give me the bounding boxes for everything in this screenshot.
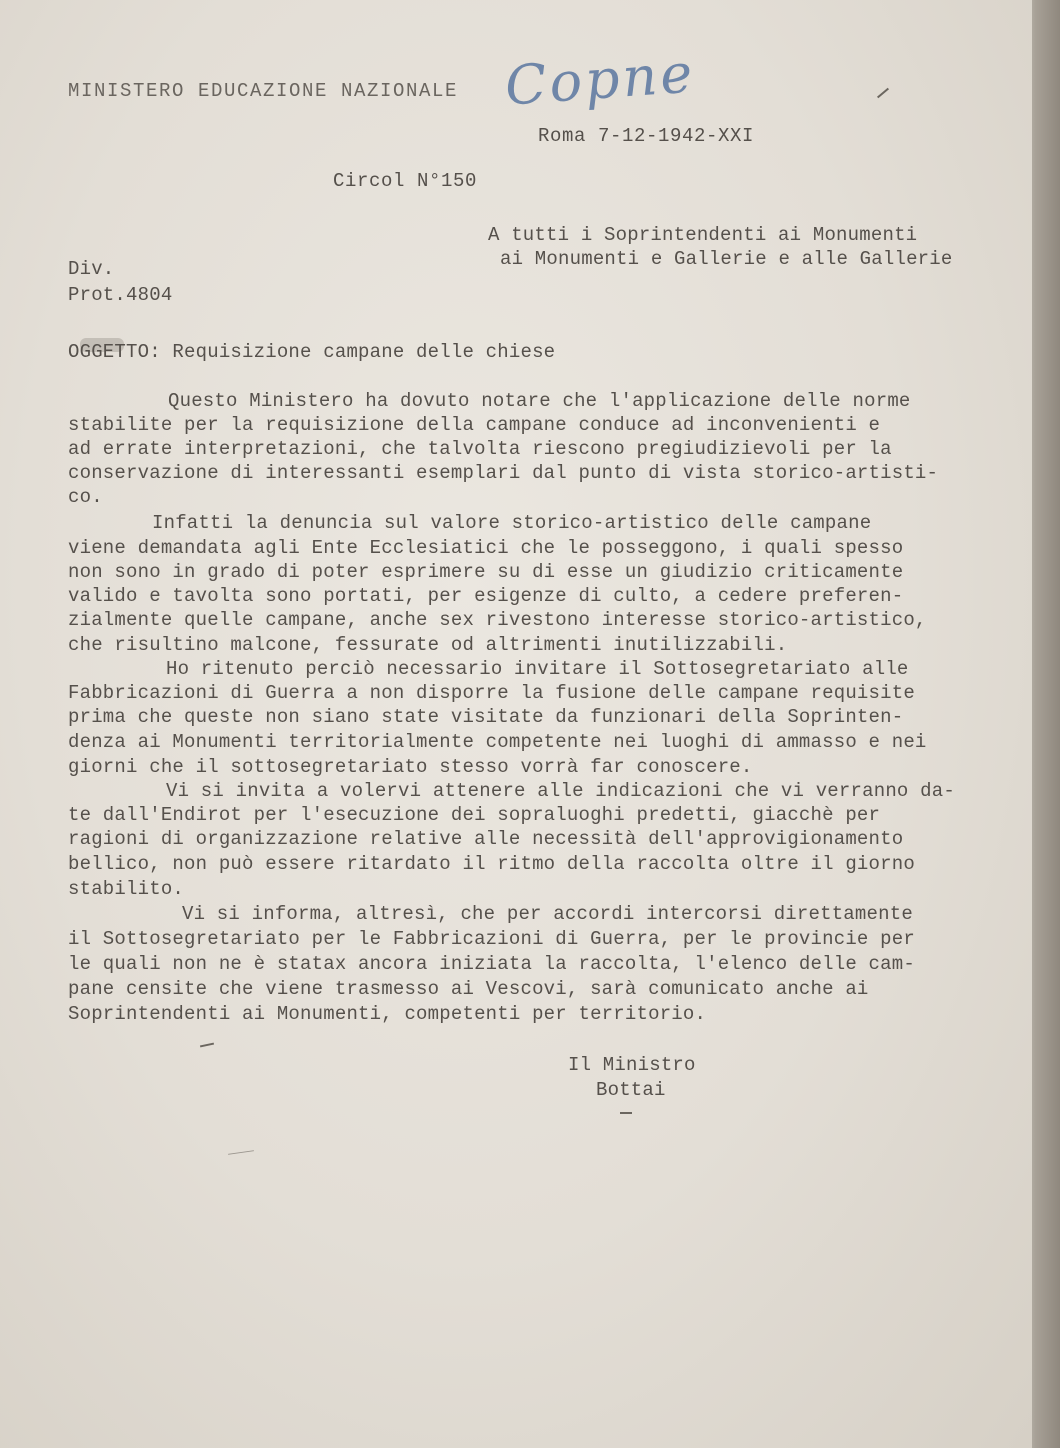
body-line: Fabbricazioni di Guerra a non disporre la fusione delle campane requisite: [68, 682, 915, 704]
circular-number: Circol N°150: [333, 170, 478, 192]
body-line: zialmente quelle campane, anche sex rivestono interesse storico-artistico,: [68, 609, 927, 631]
body-line: co.: [68, 486, 103, 508]
body-line: Questo Ministero ha dovuto notare che l'applicazione delle norme: [168, 390, 911, 412]
body-line: stabilite per la requisizione della campane conduce ad inconvenienti e: [68, 414, 881, 436]
body-line: Ho ritenuto perciò necessario invitare il Sottosegretariato alle: [166, 658, 909, 680]
handwritten-annotation: Copne: [503, 41, 698, 118]
body-line: conservazione di interessanti esemplari dal punto di vista storico-artisti-: [68, 462, 939, 484]
protocol-number: Prot.4804: [68, 284, 173, 306]
body-line: giorni che il sottosegretariato stesso vorrà far conoscere.: [68, 756, 753, 778]
body-line: viene demandata agli Ente Ecclesiatici che le posseggono, i quali spesso: [68, 537, 904, 559]
closing-name: Bottai: [596, 1079, 666, 1101]
stray-mark: [228, 1150, 254, 1155]
division-label: Div.: [68, 258, 115, 280]
body-line: Vi si informa, altresì, che per accordi intercorsi direttamente: [182, 903, 913, 925]
body-line: Infatti la denuncia sul valore storico-artistico delle campane: [152, 512, 872, 534]
document-date: Roma 7-12-1942-XXI: [538, 125, 755, 147]
body-line: bellico, non può essere ritardato il ritmo della raccolta oltre il giorno: [68, 853, 915, 875]
body-line: le quali non ne è statax ancora iniziata la raccolta, l'elenco delle cam-: [68, 953, 915, 975]
body-line: denza ai Monumenti territorialmente competente nei luoghi di ammasso e nei: [68, 731, 927, 753]
addressee-line-2: ai Monumenti e Gallerie e alle Gallerie: [500, 248, 953, 270]
body-line: valido e tavolta sono portati, per esigenze di culto, a cedere preferen-: [68, 585, 904, 607]
ministry-header: MINISTERO EDUCAZIONE NAZIONALE: [68, 80, 459, 102]
body-line: pane censite che viene trasmesso ai Vescovi, sarà comunicato anche ai: [68, 978, 869, 1000]
body-line: ad errate interpretazioni, che talvolta riescono pregiudizievoli per la: [68, 438, 892, 460]
subject-line: OGGETTO: Requisizione campane delle chiese: [68, 341, 556, 363]
body-line: prima che queste non siano state visitate da funzionari della Soprinten-: [68, 706, 904, 728]
body-line: Soprintendenti ai Monumenti, competenti per territorio.: [68, 1003, 707, 1025]
body-line: te dall'Endirot per l'esecuzione dei sopraluoghi predetti, giacchè per: [68, 804, 881, 826]
body-line: che risultino malcone, fessurate od altrimenti inutilizzabili.: [68, 634, 788, 656]
body-line: stabilito.: [68, 878, 185, 900]
body-line: ragioni di organizzazione relative alle necessità dell'approvigionamento: [68, 828, 904, 850]
closing-title: Il Ministro: [568, 1054, 696, 1076]
body-line: Vi si invita a volervi attenere alle indicazioni che vi verranno da-: [166, 780, 955, 802]
body-line: il Sottosegretariato per le Fabbricazioni di Guerra, per le provincie per: [68, 928, 915, 950]
body-line: non sono in grado di poter esprimere su di esse un giudizio criticamente: [68, 561, 904, 583]
addressee-line-1: A tutti i Soprintendenti ai Monumenti: [488, 224, 918, 246]
stray-mark: [877, 88, 889, 99]
stray-mark: [620, 1112, 632, 1114]
stray-mark: [200, 1043, 214, 1048]
